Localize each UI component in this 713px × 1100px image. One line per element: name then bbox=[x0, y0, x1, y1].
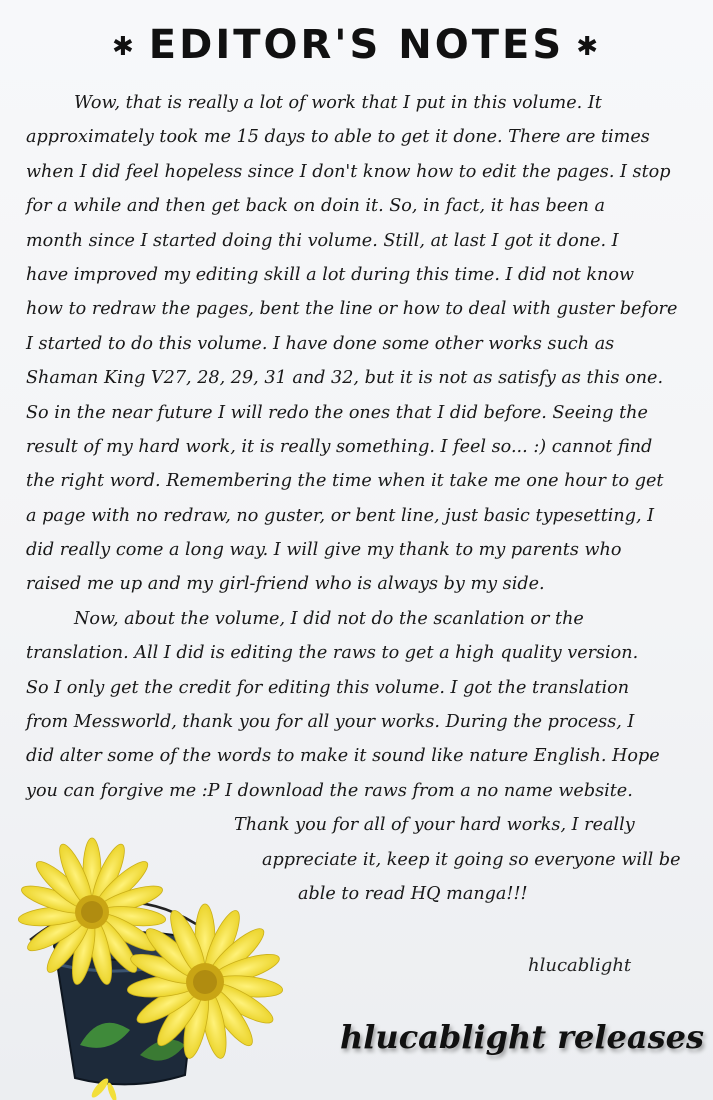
page-title bbox=[0, 22, 713, 68]
text-line: So I only get the credit for editing this volume. I got the translation bbox=[26, 677, 630, 698]
text-line: did really come a long way. I will give my thank to my parents who bbox=[26, 540, 622, 561]
text-line: the right word. Remembering the time when it take me one hour to get bbox=[26, 471, 664, 492]
text-line: from Messworld, thank you for all your works. During the process, I bbox=[26, 712, 635, 733]
text-line: you can forgive me :P I download the raws from a no name website. bbox=[26, 780, 633, 801]
star-icon: ✱ bbox=[576, 32, 601, 62]
text-line: approximately took me 15 days to able to get it done. There are times bbox=[26, 127, 650, 148]
text-line: for a while and then get back on doin it. So, in fact, it has been a bbox=[26, 196, 605, 217]
text-line: translation. All I did is editing the raws to get a high quality version. bbox=[26, 643, 639, 664]
text-line: I started to do this volume. I have done some other works such as bbox=[26, 333, 615, 354]
flower-bucket-image bbox=[0, 830, 290, 1100]
notes-body bbox=[26, 86, 691, 911]
text-line: So in the near future I will redo the ones that I did before. Seeing the bbox=[26, 402, 648, 423]
text-line: appreciate it, keep it going so everyone will be bbox=[262, 849, 681, 870]
text-line: Wow, that is really a lot of work that I put in this volume. It bbox=[74, 93, 602, 113]
text-line: result of my hard work, it is really something. I feel so... :) cannot find bbox=[26, 436, 653, 457]
text-line: how to redraw the pages, bent the line or how to deal with guster before bbox=[26, 299, 678, 320]
text-line: Thank you for all of your hard works, I really bbox=[234, 815, 635, 836]
text-line: have improved my editing skill a lot during this time. I did not know bbox=[26, 264, 635, 285]
text-line: able to read HQ manga!!! bbox=[298, 883, 528, 904]
text-line: Now, about the volume, I did not do the scanlation or the bbox=[74, 608, 584, 629]
title-text: EDITOR'S NOTES bbox=[148, 22, 565, 68]
star-icon: ✱ bbox=[112, 32, 137, 62]
text-line: when I did feel hopeless since I don't know how to edit the pages. I stop bbox=[26, 161, 671, 182]
text-line: month since I started doing thi volume. Still, at last I got it done. I bbox=[26, 230, 619, 251]
text-line: Shaman King V27, 28, 29, 31 and 32, but it is not as satisfy as this one. bbox=[26, 368, 664, 389]
signature: hlucablight bbox=[528, 955, 632, 976]
release-credit: hlucablight releases bbox=[340, 1018, 705, 1056]
text-line: raised me up and my girl-friend who is always by my side. bbox=[26, 574, 545, 595]
text-line: did alter some of the words to make it sound like nature English. Hope bbox=[26, 746, 660, 767]
text-line: a page with no redraw, no guster, or bent line, just basic typesetting, I bbox=[26, 505, 655, 526]
